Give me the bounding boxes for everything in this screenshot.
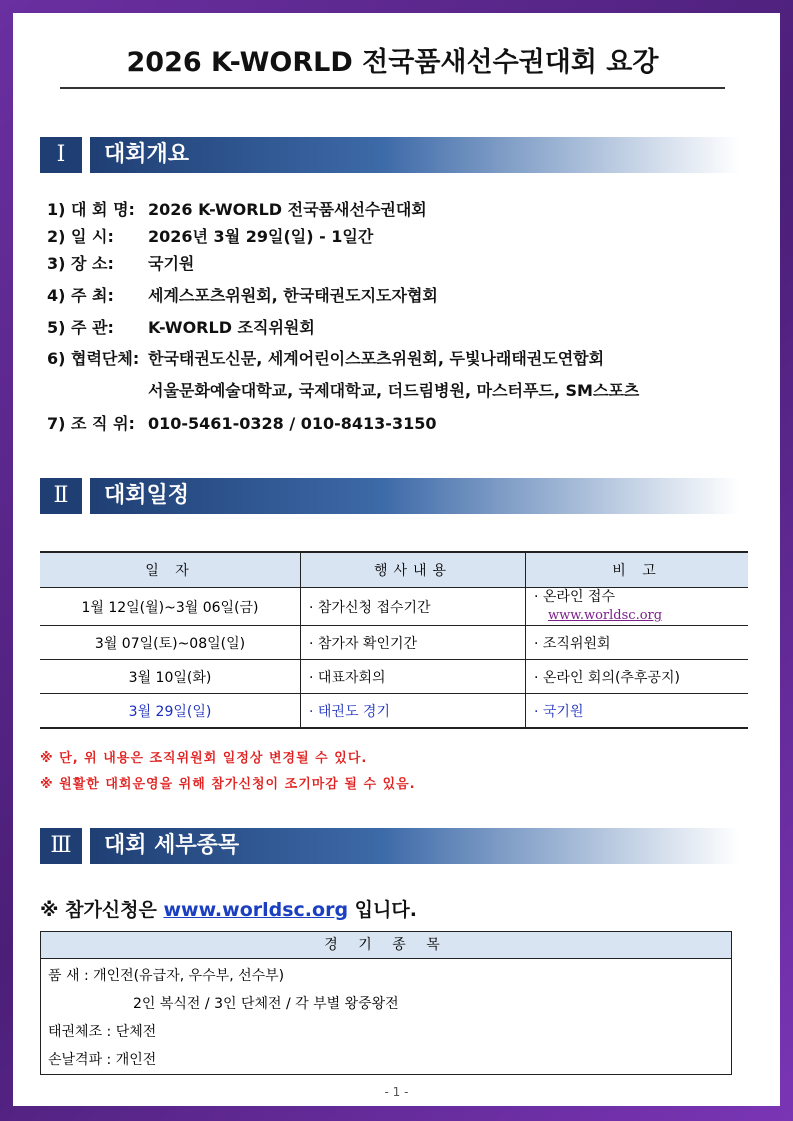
section-header-events	[40, 828, 740, 864]
schedule-note: ※ 원활한 대회운영을 위해 참가신청이 조기마감 될 수 있음.	[40, 777, 416, 792]
events-header: 경 기 종 목	[41, 932, 731, 959]
column-header: 일 자	[40, 552, 301, 588]
event-cell: · 참가신청 접수기간	[301, 588, 526, 626]
event-row: 태권체조 : 단체전	[48, 1024, 157, 1040]
table-row	[40, 694, 748, 729]
event-cell: · 대표자회의	[301, 660, 526, 694]
overview-item: 3) 장 소: 국기원	[47, 254, 195, 273]
date-cell: 3월 07일(토)~08일(일)	[40, 626, 301, 660]
note-cell: · 조직위원회	[526, 626, 749, 660]
event-cell: · 태권도 경기	[301, 694, 526, 729]
column-header: 비 고	[526, 552, 749, 588]
overview-item: 1) 대 회 명: 2026 K-WORLD 전국품새선수권대회	[47, 200, 427, 219]
column-header: 행사내용	[301, 552, 526, 588]
section-number: Ⅰ	[40, 137, 82, 173]
page-number: - 1 -	[384, 1085, 409, 1099]
overview-item: 6) 협력단체: 한국태권도신문, 세계어린이스포츠위원회, 두빛나래태권도연합회	[47, 349, 605, 368]
overview-item: 2) 일 시: 2026년 3월 29일(일) - 1일간	[47, 227, 374, 246]
table-row	[40, 588, 748, 626]
overview-item: 5) 주 관: K-WORLD 조직위원회	[47, 318, 315, 337]
section-number: Ⅱ	[40, 478, 82, 514]
date-cell: 1월 12일(월)~3월 06일(금)	[40, 588, 301, 626]
note-cell: · 온라인 접수 www.worldsc.org	[526, 588, 749, 626]
note-cell: · 국기원	[526, 694, 749, 729]
event-row: 품 새 : 개인전(유급자, 우수부, 선수부)	[48, 968, 285, 984]
events-box	[40, 931, 732, 1075]
apply-link[interactable]: www.worldsc.org	[163, 899, 349, 921]
schedule-table	[40, 551, 748, 729]
table-row	[40, 626, 748, 660]
section-label: 대회개요	[104, 142, 190, 167]
overview-item: 서울문화예술대학교, 국제대학교, 더드림병원, 마스터푸드, SM스포츠	[148, 381, 640, 400]
event-row: 손날격파 : 개인전	[48, 1052, 157, 1068]
registration-link[interactable]: www.worldsc.org	[548, 608, 663, 623]
event-cell: · 참가자 확인기간	[301, 626, 526, 660]
schedule-note: ※ 단, 위 내용은 조직위원회 일정상 변경될 수 있다.	[40, 751, 368, 766]
note-cell: · 온라인 회의(추후공지)	[526, 660, 749, 694]
section-label: 대회일정	[104, 483, 190, 508]
date-cell: 3월 29일(일)	[40, 694, 301, 729]
apply-notice: ※ 참가신청은 www.worldsc.org 입니다.	[40, 899, 417, 921]
section-header-overview	[40, 137, 740, 173]
table-row	[40, 660, 748, 694]
section-header-schedule	[40, 478, 740, 514]
event-row: 2인 복식전 / 3인 단체전 / 각 부별 왕중왕전	[133, 996, 399, 1012]
date-cell: 3월 10일(화)	[40, 660, 301, 694]
overview-item: 7) 조 직 위: 010-5461-0328 / 010-8413-3150	[47, 414, 437, 433]
page-title: 2026 K-WORLD 전국품새선수권대회 요강	[60, 40, 725, 89]
overview-item: 4) 주 최: 세계스포츠위원회, 한국태권도지도자협회	[47, 286, 438, 305]
table-header-row	[40, 552, 748, 588]
section-number: Ⅲ	[40, 828, 82, 864]
section-label: 대회 세부종목	[104, 833, 240, 858]
